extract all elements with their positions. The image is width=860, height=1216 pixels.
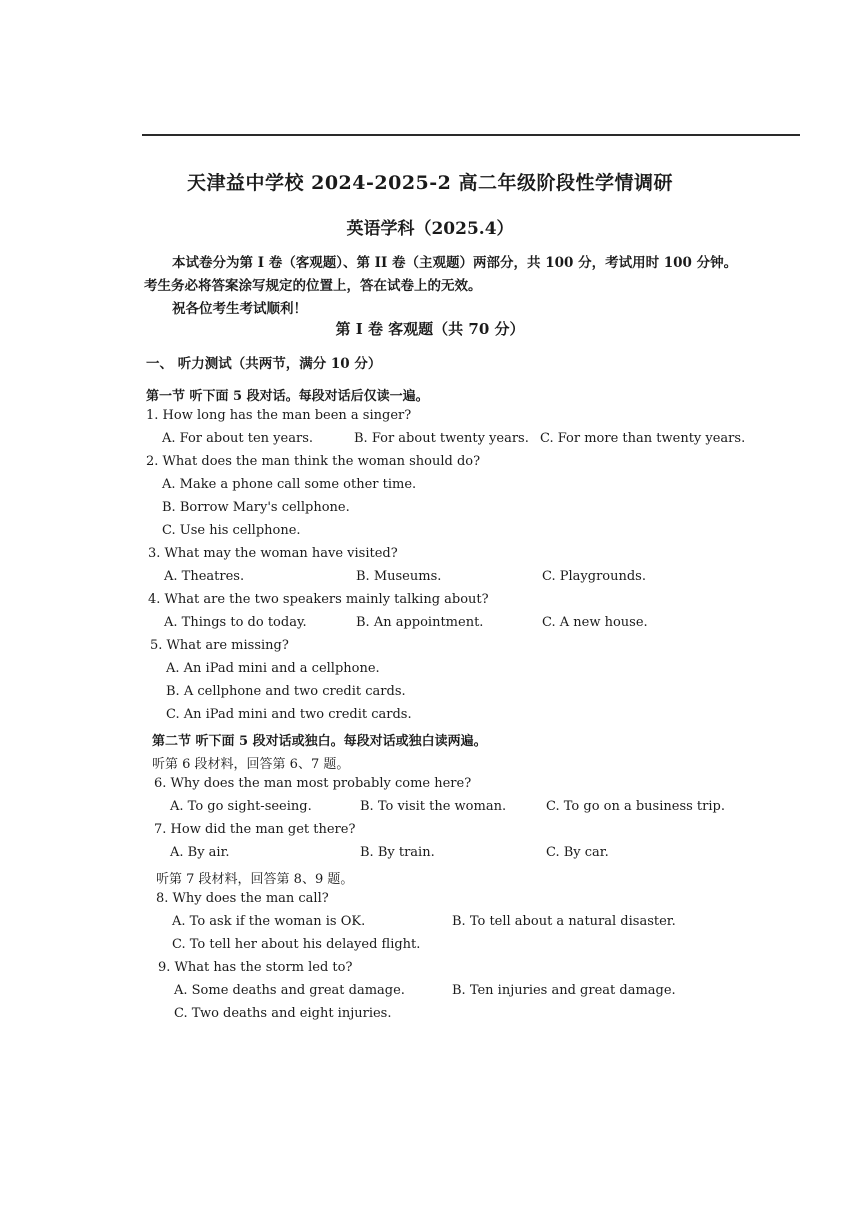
question-option: A. Make a phone call some other time. <box>162 477 417 492</box>
question-option: B. A cellphone and two credit cards. <box>166 684 406 699</box>
exam-subtitle: 英语学科（2025.4） <box>346 219 514 239</box>
question-stem: 4. What are the two speakers mainly talking about? <box>148 592 489 607</box>
question-option: B. For about twenty years. <box>354 431 529 446</box>
question-option: C. For more than twenty years. <box>540 431 746 446</box>
question-stem: 7. How did the man get there? <box>154 822 356 837</box>
question-option: A. To go sight-seeing. <box>170 799 312 814</box>
question-option: C. A new house. <box>542 615 648 630</box>
question-stem: 1. How long has the man been a singer? <box>146 408 412 423</box>
question-option: A. For about ten years. <box>162 431 313 446</box>
material-6-instruction: 听第 6 段材料，回答第 6、7 题。 <box>152 757 350 772</box>
question-stem: 3. What may the woman have visited? <box>148 546 398 561</box>
question-option: A. Theatres. <box>164 569 245 584</box>
part-heading: 一、 听力测试（共两节，满分 10 分） <box>146 356 382 372</box>
section2-heading: 第二节 听下面 5 段对话或独白。每段对话或独白读两遍。 <box>152 734 487 749</box>
instruction-line-2: 考生务必将答案涂写规定的位置上，答在试卷上的无效。 <box>144 278 482 294</box>
question-stem: 9. What has the storm led to? <box>158 960 353 975</box>
question-option: C. By car. <box>546 845 609 860</box>
question-stem: 8. Why does the man call? <box>156 891 329 906</box>
question-option: B. By train. <box>360 845 435 860</box>
question-option: A. An iPad mini and a cellphone. <box>166 661 380 676</box>
question-option: A. Things to do today. <box>164 615 307 630</box>
question-option: C. To go on a business trip. <box>546 799 725 814</box>
question-option: C. Playgrounds. <box>542 569 646 584</box>
question-option: C. Use his cellphone. <box>162 523 301 538</box>
question-option: B. Museums. <box>356 569 442 584</box>
question-stem: 6. Why does the man most probably come here? <box>154 776 472 791</box>
question-option: A. By air. <box>170 845 230 860</box>
question-option: A. Some deaths and great damage. <box>174 983 405 998</box>
question-option: A. To ask if the woman is OK. <box>172 914 366 929</box>
section1-heading: 第一节 听下面 5 段对话。每段对话后仅读一遍。 <box>146 389 429 404</box>
instruction-line-1: 本试卷分为第 I 卷（客观题）、第 II 卷（主观题）两部分，共 100 分，考试用时 100 分钟。 <box>172 255 738 271</box>
question-option: B. An appointment. <box>356 615 484 630</box>
question-option: B. Borrow Mary's cellphone. <box>162 500 350 515</box>
volume-heading: 第 I 卷 客观题（共 70 分） <box>335 320 525 338</box>
question-option: B. To visit the woman. <box>360 799 507 814</box>
header-rule <box>142 134 800 136</box>
question-option: C. An iPad mini and two credit cards. <box>166 707 412 722</box>
question-option: C. Two deaths and eight injuries. <box>174 1006 392 1021</box>
question-stem: 5. What are missing? <box>150 638 289 653</box>
exam-title: 天津益中学校 2024-2025-2 高二年级阶段性学情调研 <box>187 172 673 194</box>
question-option: B. Ten injuries and great damage. <box>452 983 676 998</box>
material-7-instruction: 听第 7 段材料，回答第 8、9 题。 <box>156 872 354 887</box>
question-stem: 2. What does the man think the woman should do? <box>146 454 481 469</box>
instruction-line-3: 祝各位考生考试顺利！ <box>172 301 307 317</box>
question-option: B. To tell about a natural disaster. <box>452 914 676 929</box>
question-option: C. To tell her about his delayed flight. <box>172 937 421 952</box>
